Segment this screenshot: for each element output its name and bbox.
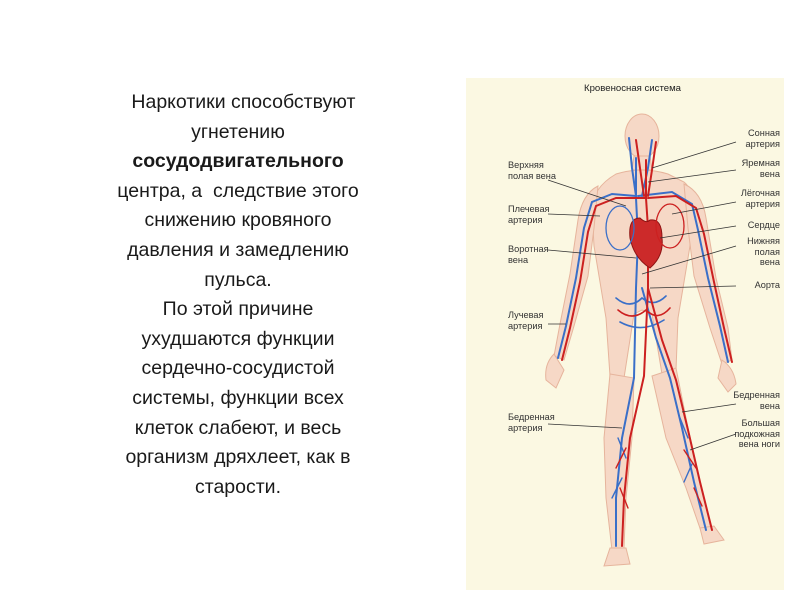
label-line: артерия — [508, 214, 543, 225]
label-line: Верхняя — [508, 160, 544, 170]
label-line: полая вена — [508, 170, 556, 181]
label-line: артерия — [508, 320, 543, 331]
label-line: Аорта — [754, 280, 780, 290]
label-line: Нижняя — [747, 236, 780, 246]
text-line: Наркотики способствуют — [120, 91, 356, 113]
label-line: подкожная — [734, 428, 780, 439]
label-line: артерия — [745, 198, 780, 209]
label-line: Сонная — [748, 128, 780, 138]
text-line: организм дряхлеет, как в — [125, 446, 351, 469]
text-line: снижению кровяного — [144, 209, 332, 232]
text-line: старости. — [195, 475, 281, 498]
text-line: системы, функции всех — [132, 386, 344, 409]
text-line: центра, а следствие этого — [117, 179, 359, 202]
label-brachial-artery — [508, 204, 550, 225]
text-line: По этой причине — [162, 298, 314, 321]
text-line-bold: сосудодвигательного — [132, 150, 344, 173]
label-line: полая — [754, 246, 780, 257]
label-line: Сердце — [747, 220, 780, 230]
label-jugular-vein — [742, 158, 780, 179]
label-great-saphenous-vein — [734, 418, 780, 450]
label-line: вена ноги — [738, 439, 780, 450]
diagram-title: Кровеносная система — [584, 83, 682, 94]
label-portal-vein — [508, 244, 549, 265]
label-line: вена — [759, 168, 780, 179]
label-pulmonary-artery — [741, 188, 780, 209]
label-carotid-artery — [746, 128, 780, 149]
label-line: Лёгочная — [740, 188, 780, 198]
circulatory-system-illustration — [466, 78, 784, 590]
label-line: Бедренная — [508, 412, 555, 422]
label-femoral-artery — [508, 412, 555, 433]
text-line: пульса. — [204, 268, 272, 291]
text-line: клеток слабеют, и весь — [134, 416, 342, 439]
label-line: Бедренная — [733, 390, 780, 400]
label-line: Воротная — [508, 244, 549, 254]
text-line: угнетению — [191, 120, 285, 143]
text-line: ухудшаются функции — [141, 327, 335, 350]
label-radial-artery — [508, 310, 544, 331]
label-femoral-vein — [733, 390, 780, 411]
label-heart — [748, 220, 780, 231]
label-line: вена — [759, 257, 780, 268]
label-aorta — [755, 280, 780, 291]
slide-text — [88, 88, 388, 502]
label-upper-vena-cava — [508, 160, 556, 181]
label-line: вена — [759, 400, 780, 411]
body-silhouette — [546, 114, 736, 566]
label-line: Большая — [741, 418, 780, 428]
label-line: Яремная — [741, 158, 780, 168]
label-line: вена — [508, 254, 529, 265]
text-line: давления и замедлению — [127, 238, 349, 261]
label-lower-vena-cava — [747, 236, 780, 268]
label-line: артерия — [508, 422, 543, 433]
text-line: сердечно-сосудистой — [141, 357, 335, 380]
label-line: Плечевая — [508, 204, 550, 214]
circulatory-diagram-panel — [466, 78, 784, 590]
label-line: артерия — [745, 138, 780, 149]
label-line: Лучевая — [508, 310, 544, 320]
